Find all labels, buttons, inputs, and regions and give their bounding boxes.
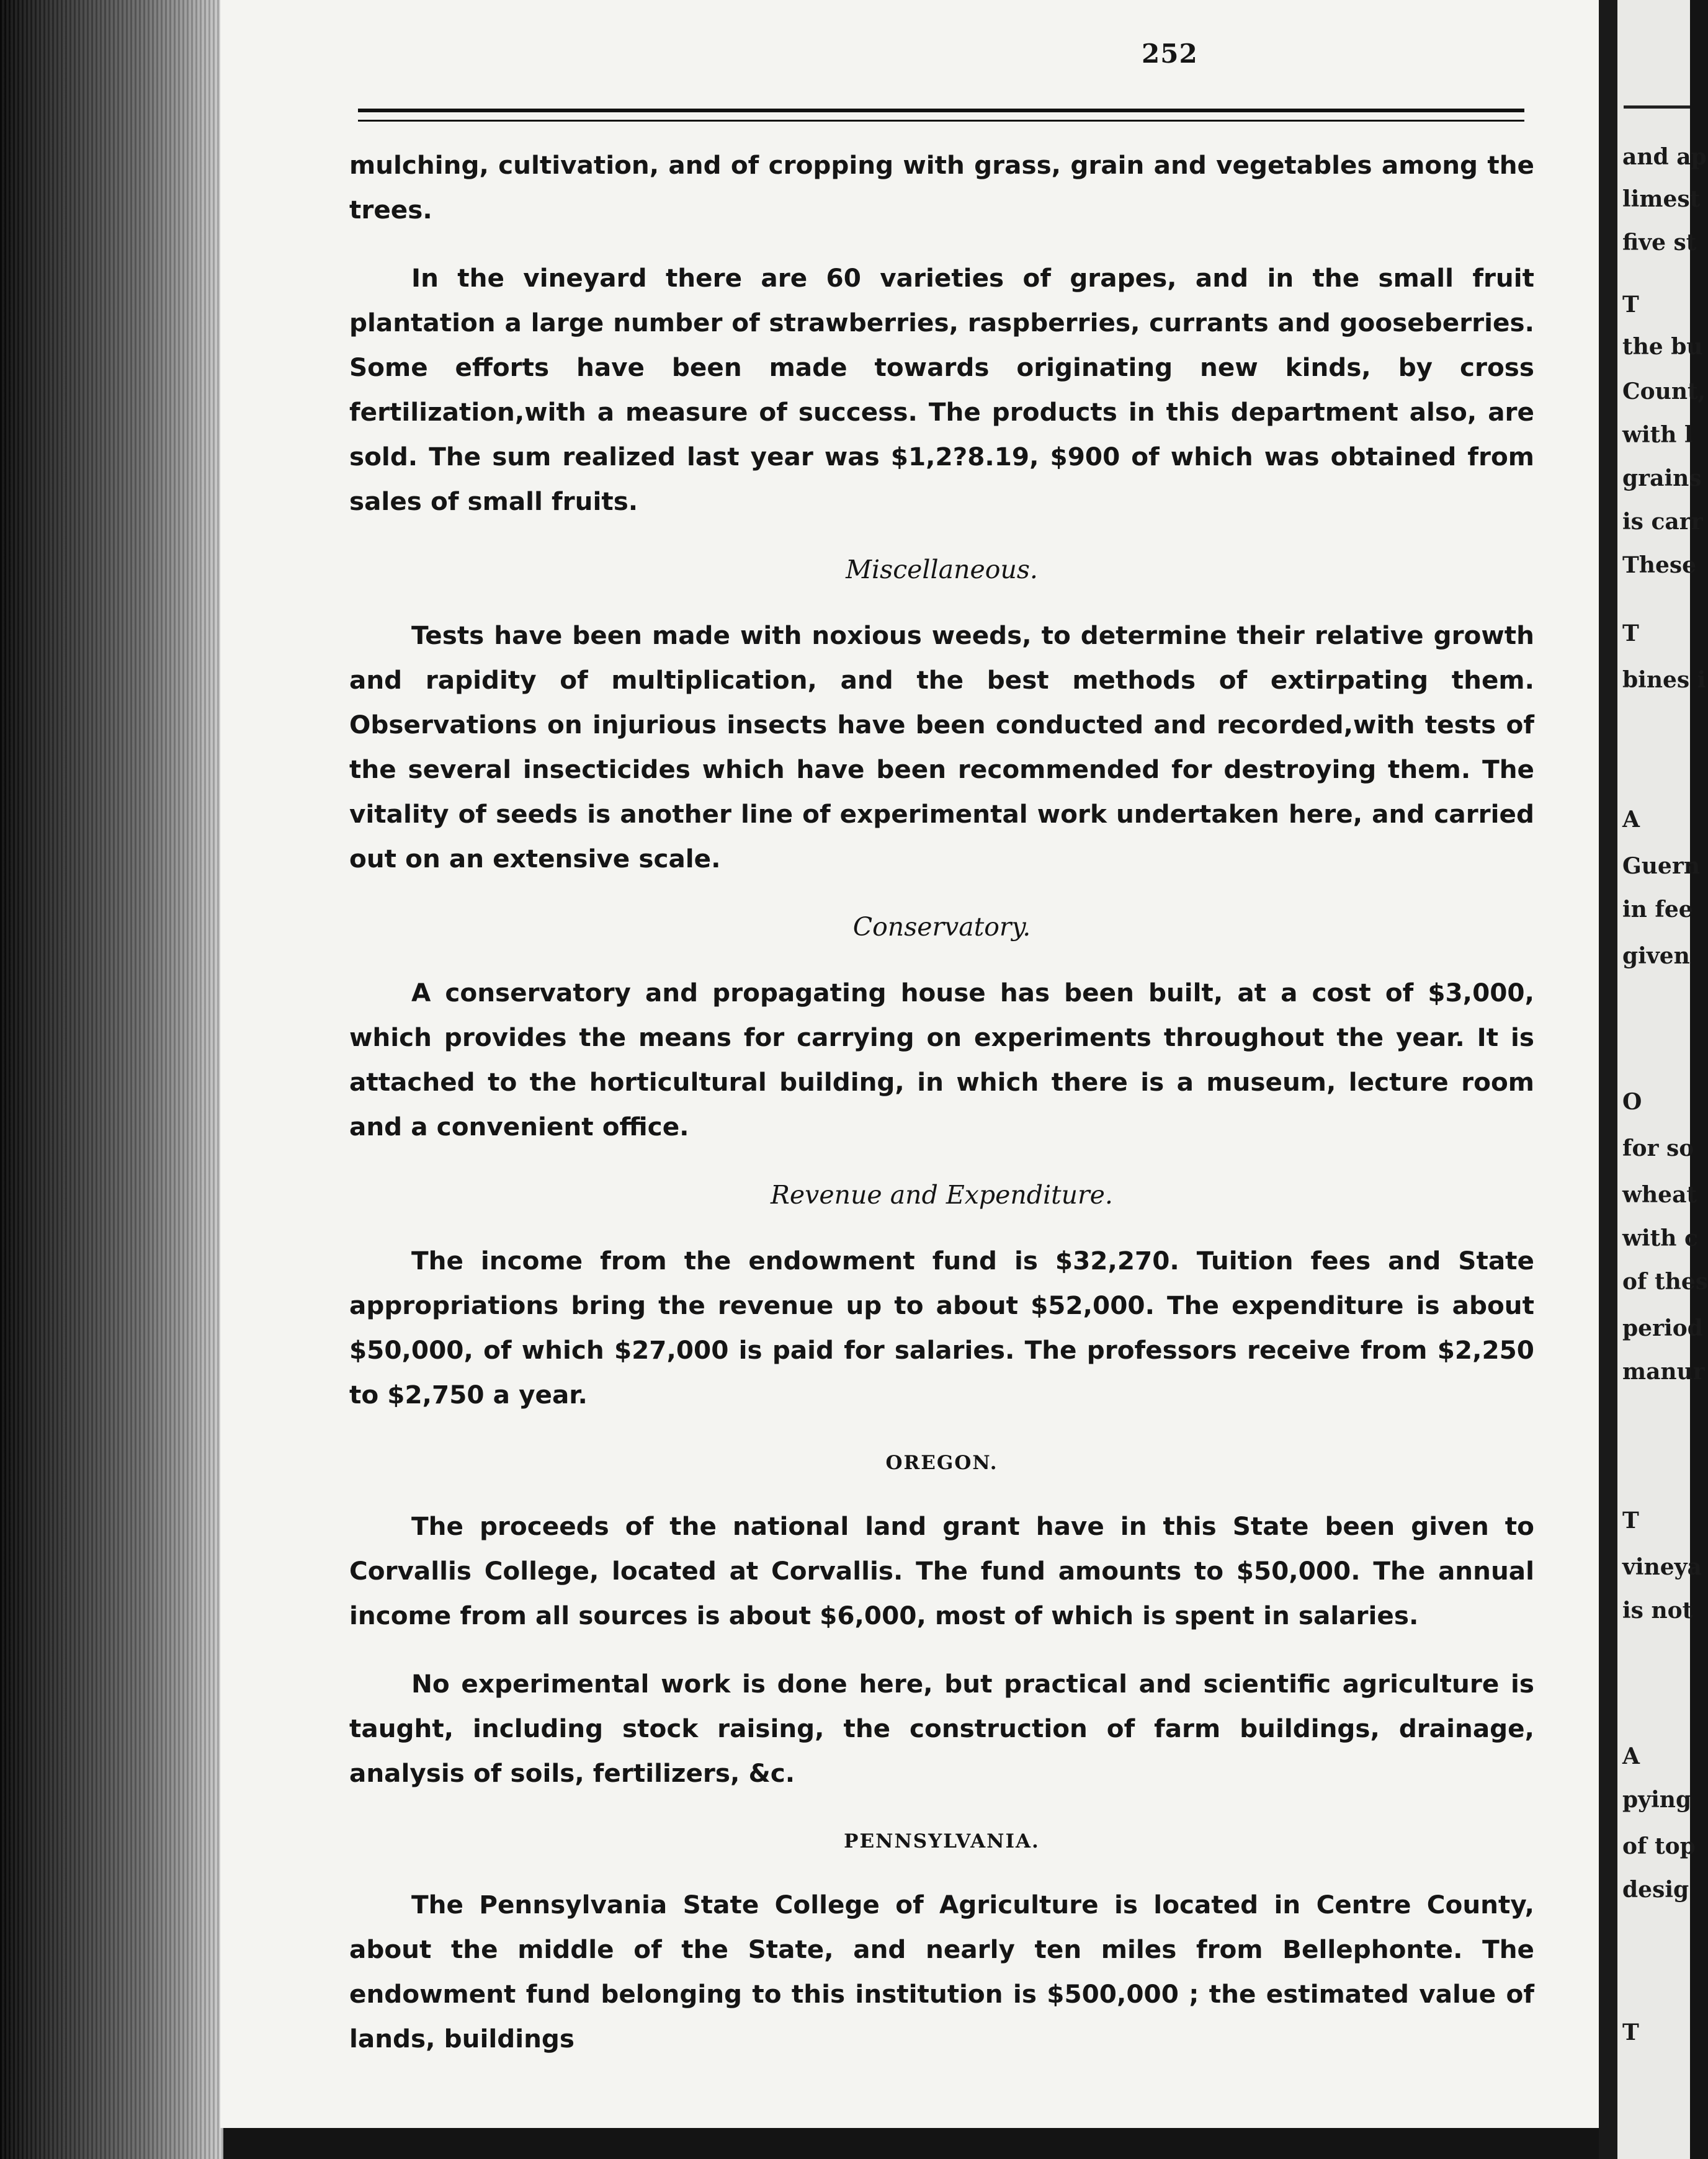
body-paragraph: A conservatory and propagating house has been built, at a cost of $3,000, which provides the means for carrying on experiments throughout the year. It is attached to the horticultural building, in which there is a museum, lecture room and a convenient office. — [349, 978, 1534, 1142]
adjacent-page-text: pying — [1622, 1787, 1692, 1813]
adjacent-page-text: is not — [1622, 1598, 1693, 1624]
header-rule-thick — [358, 109, 1524, 112]
adjacent-page-text: is carr — [1622, 509, 1703, 535]
adjacent-page-text: of top — [1622, 1833, 1696, 1859]
adjacent-page-text: wheat — [1622, 1182, 1697, 1208]
section-heading: Revenue and Expenditure. — [771, 1180, 1113, 1210]
body-paragraph: mulching, cultivation, and of cropping with grass, grain and vegetables among the trees. — [349, 150, 1534, 225]
adjacent-page-text: the bu — [1622, 334, 1703, 360]
adjacent-page-text: limest — [1622, 186, 1701, 212]
adjacent-page-text: period — [1622, 1315, 1703, 1341]
adjacent-page-text: for so — [1622, 1135, 1694, 1161]
adjacent-page-text: of thes — [1622, 1269, 1708, 1295]
adjacent-page-text: and ap — [1622, 144, 1707, 170]
header-rule-thin — [358, 120, 1524, 122]
adjacent-page-text: T — [1622, 1508, 1639, 1534]
body-paragraph: In the vineyard there are 60 varieties of grapes, and in the small fruit plantation a large number of strawberries, raspberries, currants and gooseberries. Some efforts have been made towards originating new kinds, by cross fertilization,with a measure of success. The products in this department also, are sold. The sum realized last year was $1,2?8.19, $900 of which was obtained from sales of small fruits. — [349, 263, 1534, 516]
adjacent-page-text: five st — [1622, 230, 1697, 256]
state-heading: OREGON. — [885, 1452, 998, 1474]
adjacent-page-text: A — [1622, 1743, 1640, 1769]
adjacent-page-text: T — [1622, 2019, 1639, 2045]
state-heading: PENNSYLVANIA. — [844, 1830, 1040, 1853]
section-heading: Conservatory. — [852, 912, 1031, 942]
book-binding-edge — [0, 0, 223, 2159]
adjacent-page-rule — [1624, 105, 1690, 109]
adjacent-page-text: in fee — [1622, 896, 1693, 923]
section-heading: Miscellaneous. — [846, 555, 1038, 584]
adjacent-page-text: grains — [1622, 465, 1702, 491]
adjacent-page-text: with l — [1622, 422, 1693, 448]
body-paragraph: The proceeds of the national land grant have in this State been given to Corvallis College, located at Corvallis. The fund amounts to $50,000. The annual income from all sources is about $6,000, most of which is spent in salaries. — [349, 1511, 1534, 1630]
adjacent-page-text: O — [1622, 1089, 1642, 1115]
adjacent-page-text: Guern — [1622, 853, 1700, 879]
adjacent-page-text: A — [1622, 807, 1640, 833]
adjacent-page-text: These — [1622, 552, 1697, 578]
adjacent-page-text: with c — [1622, 1225, 1698, 1251]
page-number: 252 — [1142, 38, 1198, 69]
adjacent-page-text: bines i — [1622, 667, 1706, 693]
adjacent-page-text: T — [1622, 620, 1639, 646]
adjacent-page-text: manur — [1622, 1359, 1705, 1385]
body-paragraph: The Pennsylvania State College of Agriculture is located in Centre County, about the middle of the State, and nearly ten miles from Bellephonte. The endowment fund belonging to this institution is $500,000 ; the estimated value of lands, buildings — [349, 1890, 1534, 2054]
page-body-text — [349, 143, 1534, 2085]
body-paragraph: No experimental work is done here, but practical and scientific agriculture is taught, including stock raising, the construction of farm buildings, drainage, analysis of soils, fertilizers, &c. — [349, 1669, 1534, 1788]
adjacent-page-text: T — [1622, 292, 1639, 318]
body-paragraph: Tests have been made with noxious weeds, to determine their relative growth and rapidity of multiplication, and the best methods of extirpating them. Observations on injurious insects have been conducted and recorded,with tests of the several insecticides which have been recommended for destroying them. The vitality of seeds is another line of experimental work undertaken here, and carried out on an extensive scale. — [349, 620, 1534, 874]
adjacent-page-text: Count, — [1622, 378, 1706, 405]
adjacent-page-fragment — [1599, 0, 1708, 2159]
adjacent-page-text: desig — [1622, 1877, 1689, 1903]
adjacent-page-text: vineya — [1622, 1554, 1702, 1580]
book-page — [220, 0, 1599, 2128]
body-paragraph: The income from the endowment fund is $32,270. Tuition fees and State appropriations bring the revenue up to about $52,000. The expenditure is about $50,000, of which $27,000 is paid for salaries. The professors receive from $2,250 to $2,750 a year. — [349, 1246, 1534, 1410]
adjacent-page-text: given — [1622, 943, 1690, 969]
